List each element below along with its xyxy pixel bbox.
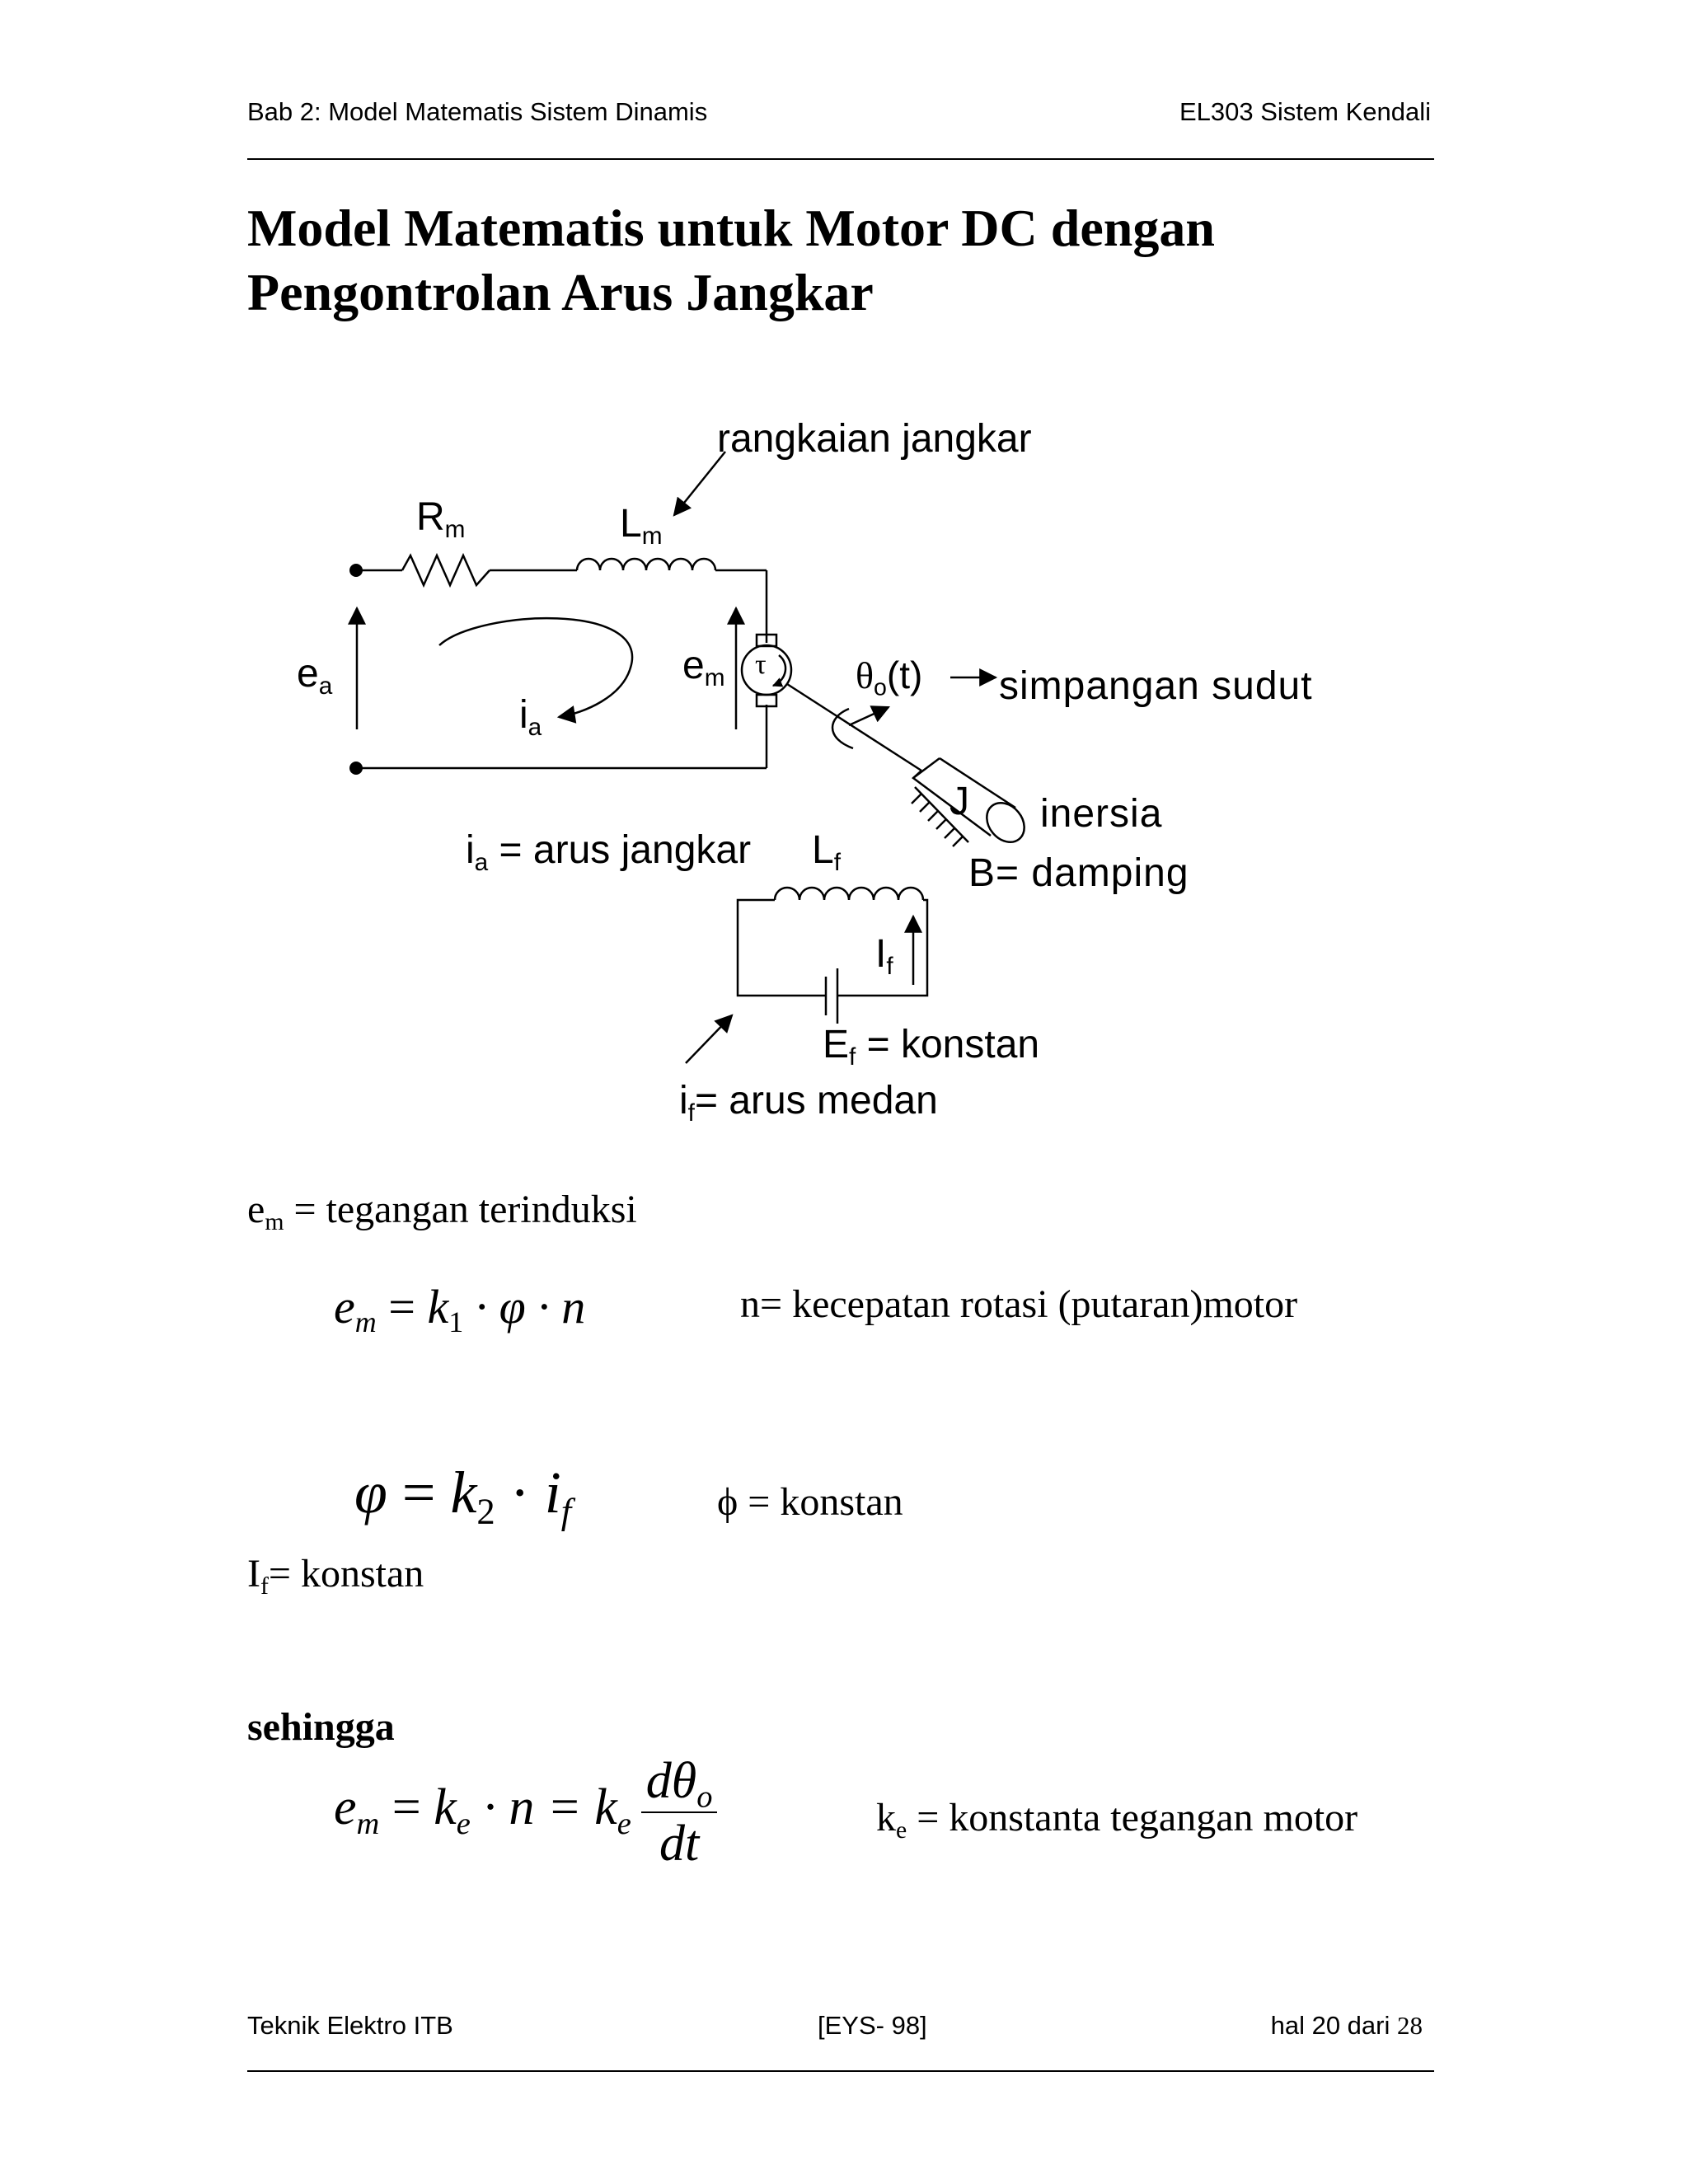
footer-divider: [247, 2070, 1434, 2072]
title-line-2: Pengontrolan Arus Jangkar: [247, 263, 874, 321]
equation-phi-note: ϕ = konstan: [717, 1480, 903, 1524]
label-Lf: $L_f$: [812, 828, 841, 876]
label-Ef-definition: $E_f$ = konstan: [823, 1023, 1040, 1071]
inductor-lf: [775, 888, 923, 900]
inertia-end: [979, 795, 1032, 850]
equation-em-k1-note: n= kecepatan rotasi (putaran)motor: [740, 1282, 1298, 1326]
label-rangkaian-jangkar: rangkaian jangkar: [717, 417, 1032, 461]
footer-page-number: hal 20 dari 28: [1270, 2011, 1423, 2040]
terminal-top: [349, 564, 363, 577]
fraction-dtheta-dt: $\frac{d\theta_o}{dt}$: [641, 1755, 718, 1869]
inductor-lm: [577, 559, 715, 570]
equation-em-ke: $e_m = k_e \cdot n = k_e$ $\frac{d\theta_o}{dt}$: [334, 1755, 717, 1869]
label-Lm: $L_m$: [620, 502, 663, 550]
footer-left: Teknik Elektro ITB: [247, 2011, 453, 2040]
label-ea: $e_a$: [297, 652, 333, 700]
theta-arc-arrow: [849, 707, 889, 725]
torque-arc: [773, 655, 785, 686]
label-If: $I_f$: [875, 932, 893, 980]
title-line-1: Model Matematis untuk Motor DC dengan: [247, 199, 1215, 257]
label-B-damping: B= damping: [968, 851, 1189, 895]
motor-armature: [742, 645, 791, 695]
label-tau: τ: [755, 649, 767, 680]
sehingga-heading: sehingga: [247, 1705, 395, 1749]
header-left: Bab 2: Model Matematis Sistem Dinamis: [247, 97, 708, 126]
resistor-rm: [402, 555, 490, 585]
if-arrow: [686, 1015, 732, 1063]
equation-phi-k2: $\varphi = k_2 \cdot i_f$: [354, 1460, 572, 1532]
label-inersia: inersia: [1040, 792, 1163, 836]
label-simpangan-sudut: simpangan sudut: [999, 664, 1313, 708]
field-wire: [738, 900, 826, 996]
label-ia-definition: $i_a$ = arus jangkar: [466, 828, 752, 876]
equation-ke-note: $k_e$ = konstanta tegangan motor: [876, 1796, 1358, 1844]
motor-brush-bottom: [757, 695, 776, 706]
label-ia: $i_a$: [519, 693, 542, 741]
terminal-bottom: [349, 762, 363, 775]
label-if-definition: $i_f=$ arus medan: [679, 1079, 938, 1127]
equation-em-k1: $e_m = k_1 \cdot \varphi \cdot n$: [334, 1280, 586, 1338]
em-definition: $e_m$ = tegangan terinduksi: [247, 1188, 637, 1235]
label-theta: $\theta_o(t)$: [856, 654, 923, 701]
footer-center: [EYS- 98]: [818, 2011, 927, 2040]
label-J: J: [950, 780, 969, 823]
If-constant: $I_f=$ konstan: [247, 1552, 424, 1600]
label-em: $e_m$: [682, 644, 725, 691]
header-right: EL303 Sistem Kendali: [1179, 97, 1431, 126]
label-Rm: $R_m$: [416, 495, 466, 543]
